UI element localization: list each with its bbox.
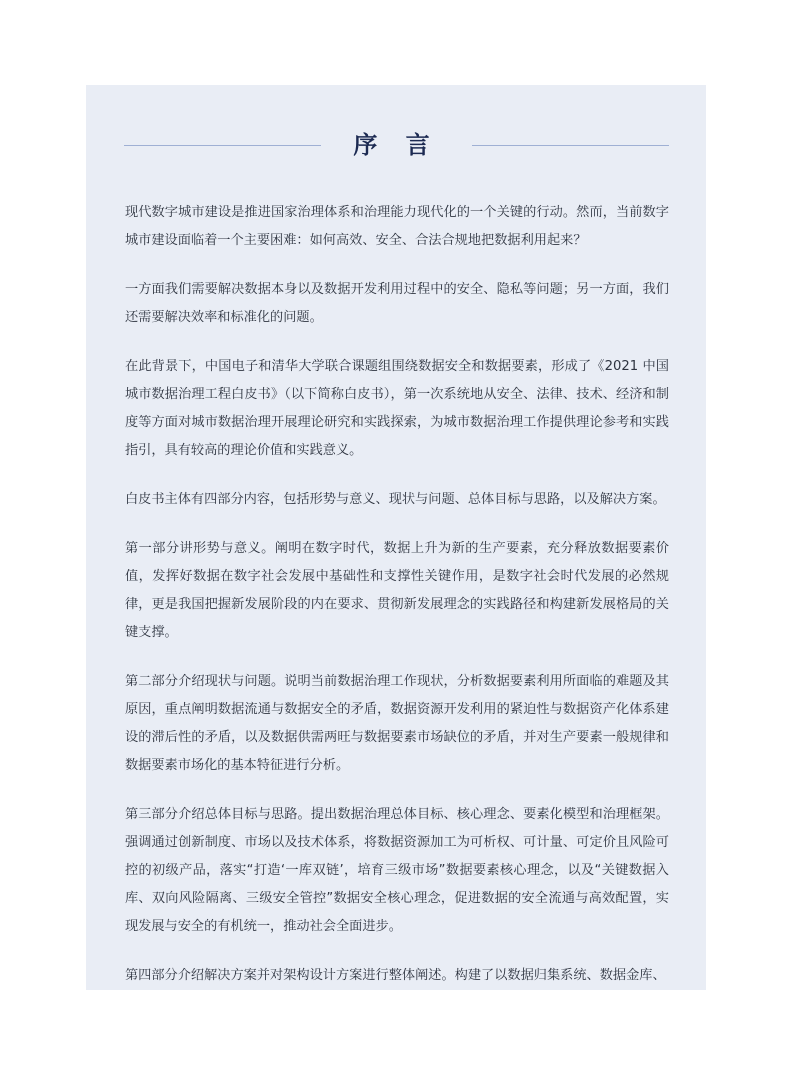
paragraph-6: 第二部分介绍现状与问题。说明当前数据治理工作现状，分析数据要素利用所面临的难题及其原因，重点阐明数据流通与数据安全的矛盾，数据资源开发利用的紧迫性与数据资产化体系建设的滞后性的矛盾，以及数据供需两旺与数据要素市场缺位的矛盾，并对生产要素一般规律和数据要素市场化的基本特征进行分析。 [125,674,669,773]
paragraph-4: 白皮书主体有四部分内容，包括形势与意义、现状与问题、总体目标与思路，以及解决方案。 [125,492,666,507]
preface-body [125,199,669,1011]
paragraph-2: 一方面我们需要解决数据本身以及数据开发利用过程中的安全、隐私等问题；另一方面，我们还需要解决效率和标准化的问题。 [125,282,669,325]
title-left-rule [124,145,321,146]
preface-panel [86,85,706,990]
title-right-rule [472,145,669,146]
paragraph-8: 第四部分介绍解决方案并对架构设计方案进行整体阐述。构建了以数据归集系统、数据金库、 [125,968,666,983]
page-title: 序 言 [353,131,440,159]
title-row [124,129,669,161]
paragraph-1: 现代数字城市建设是推进国家治理体系和治理能力现代化的一个关键的行动。然而，当前数字城市建设面临着一个主要困难：如何高效、安全、合法合规地把数据利用起来？ [125,205,669,248]
paragraph-7: 第三部分介绍总体目标与思路。提出数据治理总体目标、核心理念、要素化模型和治理框架。强调通过创新制度、市场以及技术体系，将数据资源加工为可析权、可计量、可定价且风险可控的初级产品，落实“打造‘一库双链’，培育三级市场”数据要素核心理念，以及“关键数据入库、双向风险隔离、三级安全管控”数据安全核心理念，促进数据的安全流通与高效配置，实现发展与安全的有机统一，推动社会全面进步。 [125,807,669,934]
paragraph-5: 第一部分讲形势与意义。阐明在数字时代，数据上升为新的生产要素，充分释放数据要素价值，发挥好数据在数字社会发展中基础性和支撑性关键作用，是数字社会时代发展的必然规律，更是我国把握新发展阶段的内在要求、贯彻新发展理念的实践路径和构建新发展格局的关键支撑。 [125,541,669,640]
paragraph-3: 在此背景下，中国电子和清华大学联合课题组围绕数据安全和数据要素，形成了《2021 中国城市数据治理工程白皮书》（以下简称白皮书），第一次系统地从安全、法律、技术、经济和制度等方面对城市数据治理开展理论研究和实践探索，为城市数据治理工作提供理论参考和实践指引，具有较高的理论价值和实践意义。 [125,359,669,458]
